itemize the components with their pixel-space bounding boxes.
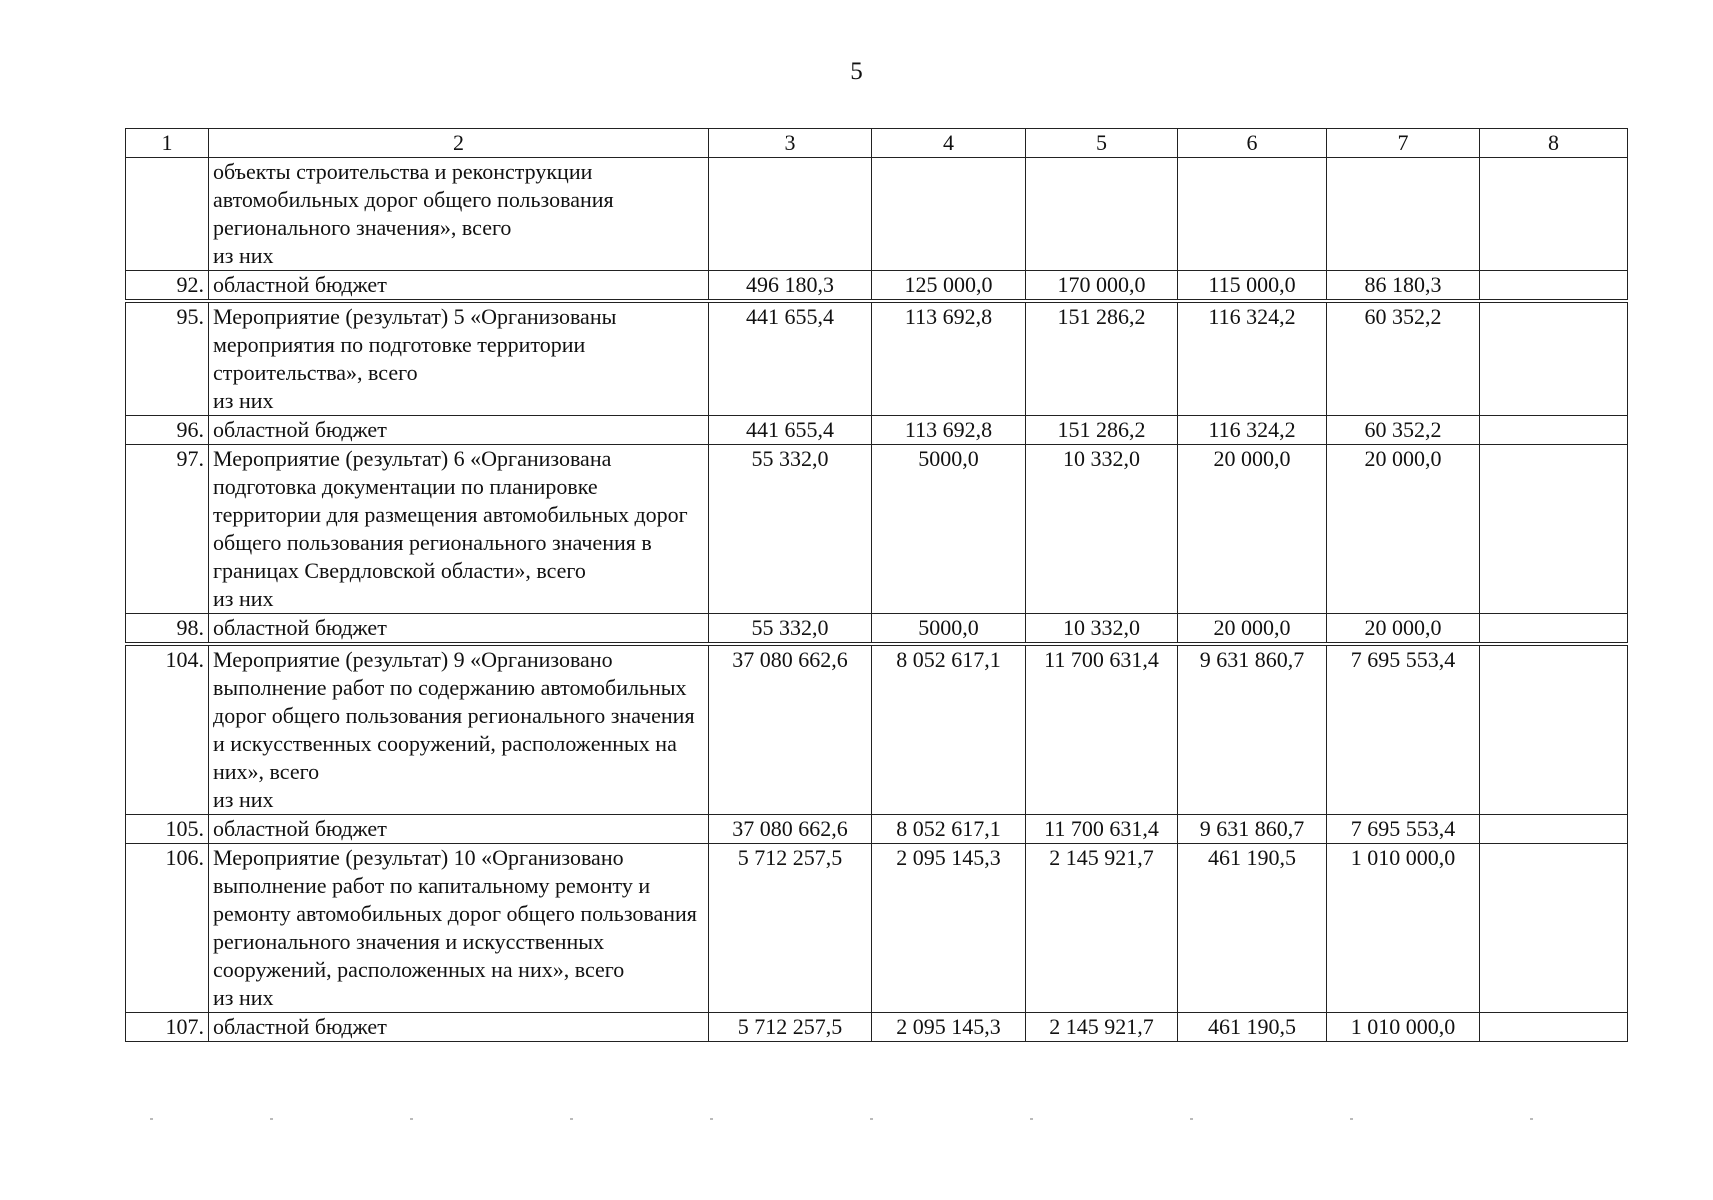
amount-cell: 113 692,8: [872, 301, 1026, 416]
row-name: [209, 644, 709, 815]
amount-cell: 2 095 145,3: [872, 844, 1026, 1013]
row-subnote: из них: [213, 388, 274, 413]
scan-dot: [570, 1118, 573, 1120]
row-number: 106.: [126, 844, 209, 1013]
column-header: 8: [1480, 129, 1628, 158]
row-name-text: объекты строительства и реконструкции автомобильных дорог общего пользования регионального значения», всего: [213, 159, 614, 240]
row-number: [126, 158, 209, 271]
table-row: [126, 271, 1628, 302]
amount-cell: 2 145 921,7: [1026, 844, 1178, 1013]
amount-cell: 60 352,2: [1327, 416, 1480, 445]
row-name: [209, 271, 709, 302]
scan-dot: [870, 1118, 873, 1120]
amount-cell: 116 324,2: [1178, 301, 1327, 416]
row-name: [209, 844, 709, 1013]
row-name: [209, 158, 709, 271]
row-name-text: областной бюджет: [213, 816, 387, 841]
amount-cell: [1480, 815, 1628, 844]
amount-cell: 151 286,2: [1026, 416, 1178, 445]
column-header: 1: [126, 129, 209, 158]
column-header: 6: [1178, 129, 1327, 158]
row-name-text: Мероприятие (результат) 9 «Организовано выполнение работ по содержанию автомобильных дорог общего пользования регионального значения и искусственных сооружений, расположенных на них», всего: [213, 647, 695, 784]
scan-dot: [710, 1118, 713, 1120]
amount-cell: [1480, 614, 1628, 645]
amount-cell: 10 332,0: [1026, 614, 1178, 645]
budget-table: [125, 128, 1628, 1042]
amount-cell: [1480, 301, 1628, 416]
amount-cell: [1327, 158, 1480, 271]
amount-cell: 37 080 662,6: [709, 644, 872, 815]
row-name-text: Мероприятие (результат) 6 «Организована подготовка документации по планировке территории для размещения автомобильных дорог общего пользования регионального значения в границах Свердловской области», всего: [213, 446, 688, 583]
table-row: [126, 301, 1628, 416]
table-row: [126, 844, 1628, 1013]
table-row: [126, 1013, 1628, 1042]
amount-cell: [1480, 445, 1628, 614]
row-name-text: Мероприятие (результат) 5 «Организованы мероприятия по подготовке территории строительства», всего: [213, 304, 617, 385]
amount-cell: [872, 158, 1026, 271]
column-header: 5: [1026, 129, 1178, 158]
amount-cell: 496 180,3: [709, 271, 872, 302]
amount-cell: 86 180,3: [1327, 271, 1480, 302]
row-name-text: Мероприятие (результат) 10 «Организовано выполнение работ по капитальному ремонту и ремонту автомобильных дорог общего пользования регионального значения и искусственных сооружений, расположенных на них», всего: [213, 845, 697, 982]
scan-dot: [1030, 1118, 1033, 1120]
amount-cell: 11 700 631,4: [1026, 644, 1178, 815]
amount-cell: 60 352,2: [1327, 301, 1480, 416]
table-row: [126, 644, 1628, 815]
amount-cell: 8 052 617,1: [872, 815, 1026, 844]
column-header: 3: [709, 129, 872, 158]
table-row: [126, 815, 1628, 844]
row-name: [209, 614, 709, 645]
amount-cell: 55 332,0: [709, 445, 872, 614]
row-number: 98.: [126, 614, 209, 645]
row-name-text: областной бюджет: [213, 615, 387, 640]
row-number: 107.: [126, 1013, 209, 1042]
row-name: [209, 416, 709, 445]
amount-cell: 1 010 000,0: [1327, 1013, 1480, 1042]
scan-dots: [150, 1118, 1590, 1120]
scan-dot: [410, 1118, 413, 1120]
amount-cell: 441 655,4: [709, 301, 872, 416]
amount-cell: [1026, 158, 1178, 271]
amount-cell: 7 695 553,4: [1327, 644, 1480, 815]
amount-cell: 20 000,0: [1178, 445, 1327, 614]
header-row: [126, 129, 1628, 158]
row-name-text: областной бюджет: [213, 417, 387, 442]
amount-cell: 461 190,5: [1178, 1013, 1327, 1042]
column-header: 2: [209, 129, 709, 158]
amount-cell: 20 000,0: [1178, 614, 1327, 645]
scan-dot: [150, 1118, 153, 1120]
amount-cell: 125 000,0: [872, 271, 1026, 302]
amount-cell: 11 700 631,4: [1026, 815, 1178, 844]
row-number: 97.: [126, 445, 209, 614]
amount-cell: [1480, 644, 1628, 815]
amount-cell: [1480, 416, 1628, 445]
row-number: 96.: [126, 416, 209, 445]
row-name: [209, 815, 709, 844]
row-subnote: из них: [213, 586, 274, 611]
column-header: 7: [1327, 129, 1480, 158]
scan-dot: [1350, 1118, 1353, 1120]
amount-cell: 1 010 000,0: [1327, 844, 1480, 1013]
column-header: 4: [872, 129, 1026, 158]
amount-cell: [1480, 1013, 1628, 1042]
amount-cell: 8 052 617,1: [872, 644, 1026, 815]
amount-cell: 10 332,0: [1026, 445, 1178, 614]
row-name: [209, 301, 709, 416]
row-subnote: из них: [213, 985, 274, 1010]
amount-cell: 151 286,2: [1026, 301, 1178, 416]
amount-cell: 20 000,0: [1327, 445, 1480, 614]
table-row: [126, 445, 1628, 614]
amount-cell: 5 712 257,5: [709, 1013, 872, 1042]
scan-dot: [1190, 1118, 1193, 1120]
amount-cell: 9 631 860,7: [1178, 644, 1327, 815]
amount-cell: [709, 158, 872, 271]
amount-cell: 20 000,0: [1327, 614, 1480, 645]
table-row: [126, 416, 1628, 445]
amount-cell: 2 145 921,7: [1026, 1013, 1178, 1042]
amount-cell: 2 095 145,3: [872, 1013, 1026, 1042]
row-name: [209, 445, 709, 614]
row-subnote: из них: [213, 787, 274, 812]
amount-cell: 461 190,5: [1178, 844, 1327, 1013]
amount-cell: 7 695 553,4: [1327, 815, 1480, 844]
row-number: 92.: [126, 271, 209, 302]
page-number: 5: [850, 58, 863, 85]
row-name-text: областной бюджет: [213, 272, 387, 297]
amount-cell: [1480, 844, 1628, 1013]
row-subnote: из них: [213, 243, 274, 268]
row-number: 105.: [126, 815, 209, 844]
row-name: [209, 1013, 709, 1042]
amount-cell: 5 712 257,5: [709, 844, 872, 1013]
row-name-text: областной бюджет: [213, 1014, 387, 1039]
amount-cell: 5000,0: [872, 614, 1026, 645]
row-number: 104.: [126, 644, 209, 815]
amount-cell: 5000,0: [872, 445, 1026, 614]
scan-dot: [270, 1118, 273, 1120]
amount-cell: [1480, 158, 1628, 271]
scan-dot: [1530, 1118, 1533, 1120]
amount-cell: 55 332,0: [709, 614, 872, 645]
amount-cell: 116 324,2: [1178, 416, 1327, 445]
amount-cell: 9 631 860,7: [1178, 815, 1327, 844]
amount-cell: [1480, 271, 1628, 302]
amount-cell: 170 000,0: [1026, 271, 1178, 302]
amount-cell: 113 692,8: [872, 416, 1026, 445]
amount-cell: 441 655,4: [709, 416, 872, 445]
table-row: [126, 614, 1628, 645]
row-number: 95.: [126, 301, 209, 416]
amount-cell: 37 080 662,6: [709, 815, 872, 844]
amount-cell: [1178, 158, 1327, 271]
table-row: [126, 158, 1628, 271]
amount-cell: 115 000,0: [1178, 271, 1327, 302]
